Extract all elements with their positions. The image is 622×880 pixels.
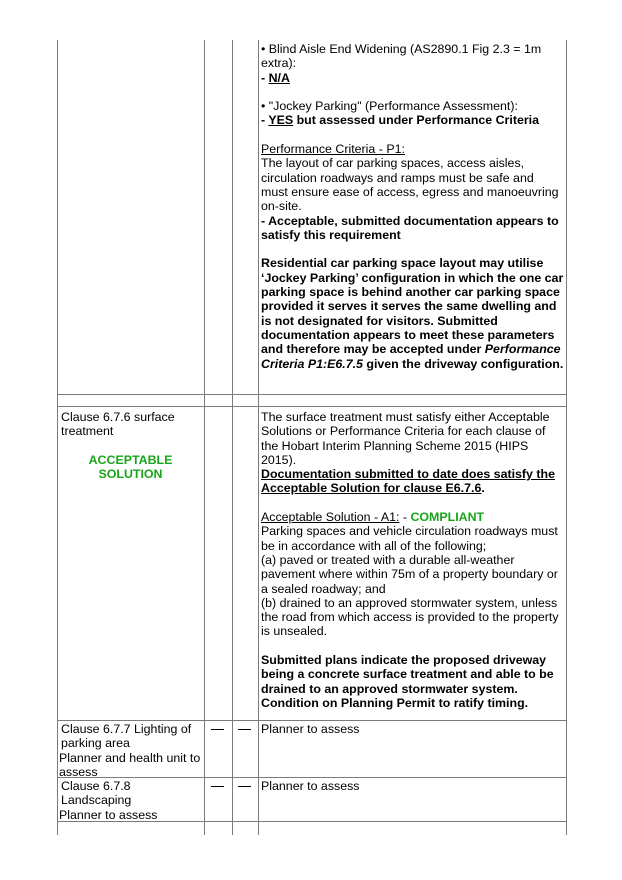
compliant-badge: COMPLIANT xyxy=(410,510,485,525)
assessment-cell-lighting xyxy=(261,722,564,736)
column-divider xyxy=(57,40,58,835)
assessment-cell-surface xyxy=(261,410,565,710)
row-divider xyxy=(57,720,567,721)
column-divider xyxy=(232,40,233,835)
landscaping-assessment: Planner to assess xyxy=(261,779,360,793)
surface-intro: The surface treatment must satisfy either Acceptable Solutions or Performance Criteria for each clause of the Hobart Interim Planning Scheme 2015 (HIPS 2015). xyxy=(261,410,550,467)
assessment-cell-landscaping xyxy=(261,779,564,793)
column-divider xyxy=(258,40,259,835)
surface-conclusion: Submitted plans indicate the proposed driveway being a concrete surface treatment and able to be drained to an approved stormwater system. Condition on Planning Permit to ratify timing. xyxy=(261,653,554,710)
assessment-cell-parking-layout xyxy=(261,42,564,371)
dash-mark-landscaping-1 xyxy=(211,786,224,787)
clause-note-landscaping: Planner to assess xyxy=(59,807,158,822)
jockey-parking-item: • "Jockey Parking" (Performance Assessment): xyxy=(261,99,518,114)
lighting-assessment: Planner to assess xyxy=(261,722,360,736)
column-divider xyxy=(204,40,205,835)
dash-mark-lighting-1 xyxy=(211,729,224,730)
surface-doc-statement: Documentation submitted to date does satisfy the Acceptable Solution for clause E6.7.6. xyxy=(261,467,555,496)
a1-requirement: Parking spaces and vehicle circulation roadways must be in accordance with all of the following; xyxy=(261,524,558,553)
row-divider xyxy=(57,394,567,395)
row-divider xyxy=(57,406,567,407)
dash-mark-lighting-2 xyxy=(238,729,251,730)
clause-cell-surface xyxy=(59,410,202,481)
jockey-parking-conclusion: Residential car parking space layout may utilise ‘Jockey Parking’ configuration in which the one car parking space is behind another car parking space provided it serves it serves the same dwelling and is not designated for visitors. Submitted documentation appears to meet these parameters and therefore may be accepted under Performance Criteria P1:E6.7.5 given the driveway configuration. xyxy=(261,256,564,371)
performance-criteria-result: - Acceptable, submitted documentation appears to satisfy this requirement xyxy=(261,213,559,242)
clause-cell-lighting xyxy=(59,722,202,779)
blind-aisle-answer: - N/A xyxy=(261,70,290,85)
jockey-parking-answer: - YES but assessed under Performance Criteria xyxy=(261,113,539,128)
column-divider xyxy=(566,40,567,835)
dash-mark-landscaping-2 xyxy=(238,786,251,787)
clause-note-lighting: Planner and health unit to assess xyxy=(59,750,201,779)
clause-label-landscaping: Clause 6.7.8 Landscaping xyxy=(61,779,132,808)
status-badge-acceptable-solution: ACCEPTABLE SOLUTION xyxy=(88,452,173,482)
clause-label-surface: Clause 6.7.6 surface treatment xyxy=(61,410,175,439)
clause-cell-landscaping xyxy=(59,779,202,822)
a1-requirement-a: (a) paved or treated with a durable all-weather pavement where within 75m of a property boundary or a sealed roadway; and xyxy=(261,552,558,596)
performance-criteria-heading: Performance Criteria - P1: xyxy=(261,142,405,157)
acceptable-solution-a1-heading: Acceptable Solution - A1: - COMPLIANT xyxy=(261,510,485,525)
clause-label-lighting: Clause 6.7.7 Lighting of parking area xyxy=(61,722,192,751)
a1-requirement-b: (b) drained to an approved stormwater system, unless the road from which access is provided to the property is unsealed. xyxy=(261,595,559,639)
performance-criteria-body: The layout of car parking spaces, access aisles, circulation roadways and ramps must be safe and must ensure ease of access, egress and manoeuvring on-site. xyxy=(261,156,559,214)
blind-aisle-item: • Blind Aisle End Widening (AS2890.1 Fig 2.3 = 1m extra): xyxy=(261,42,542,71)
